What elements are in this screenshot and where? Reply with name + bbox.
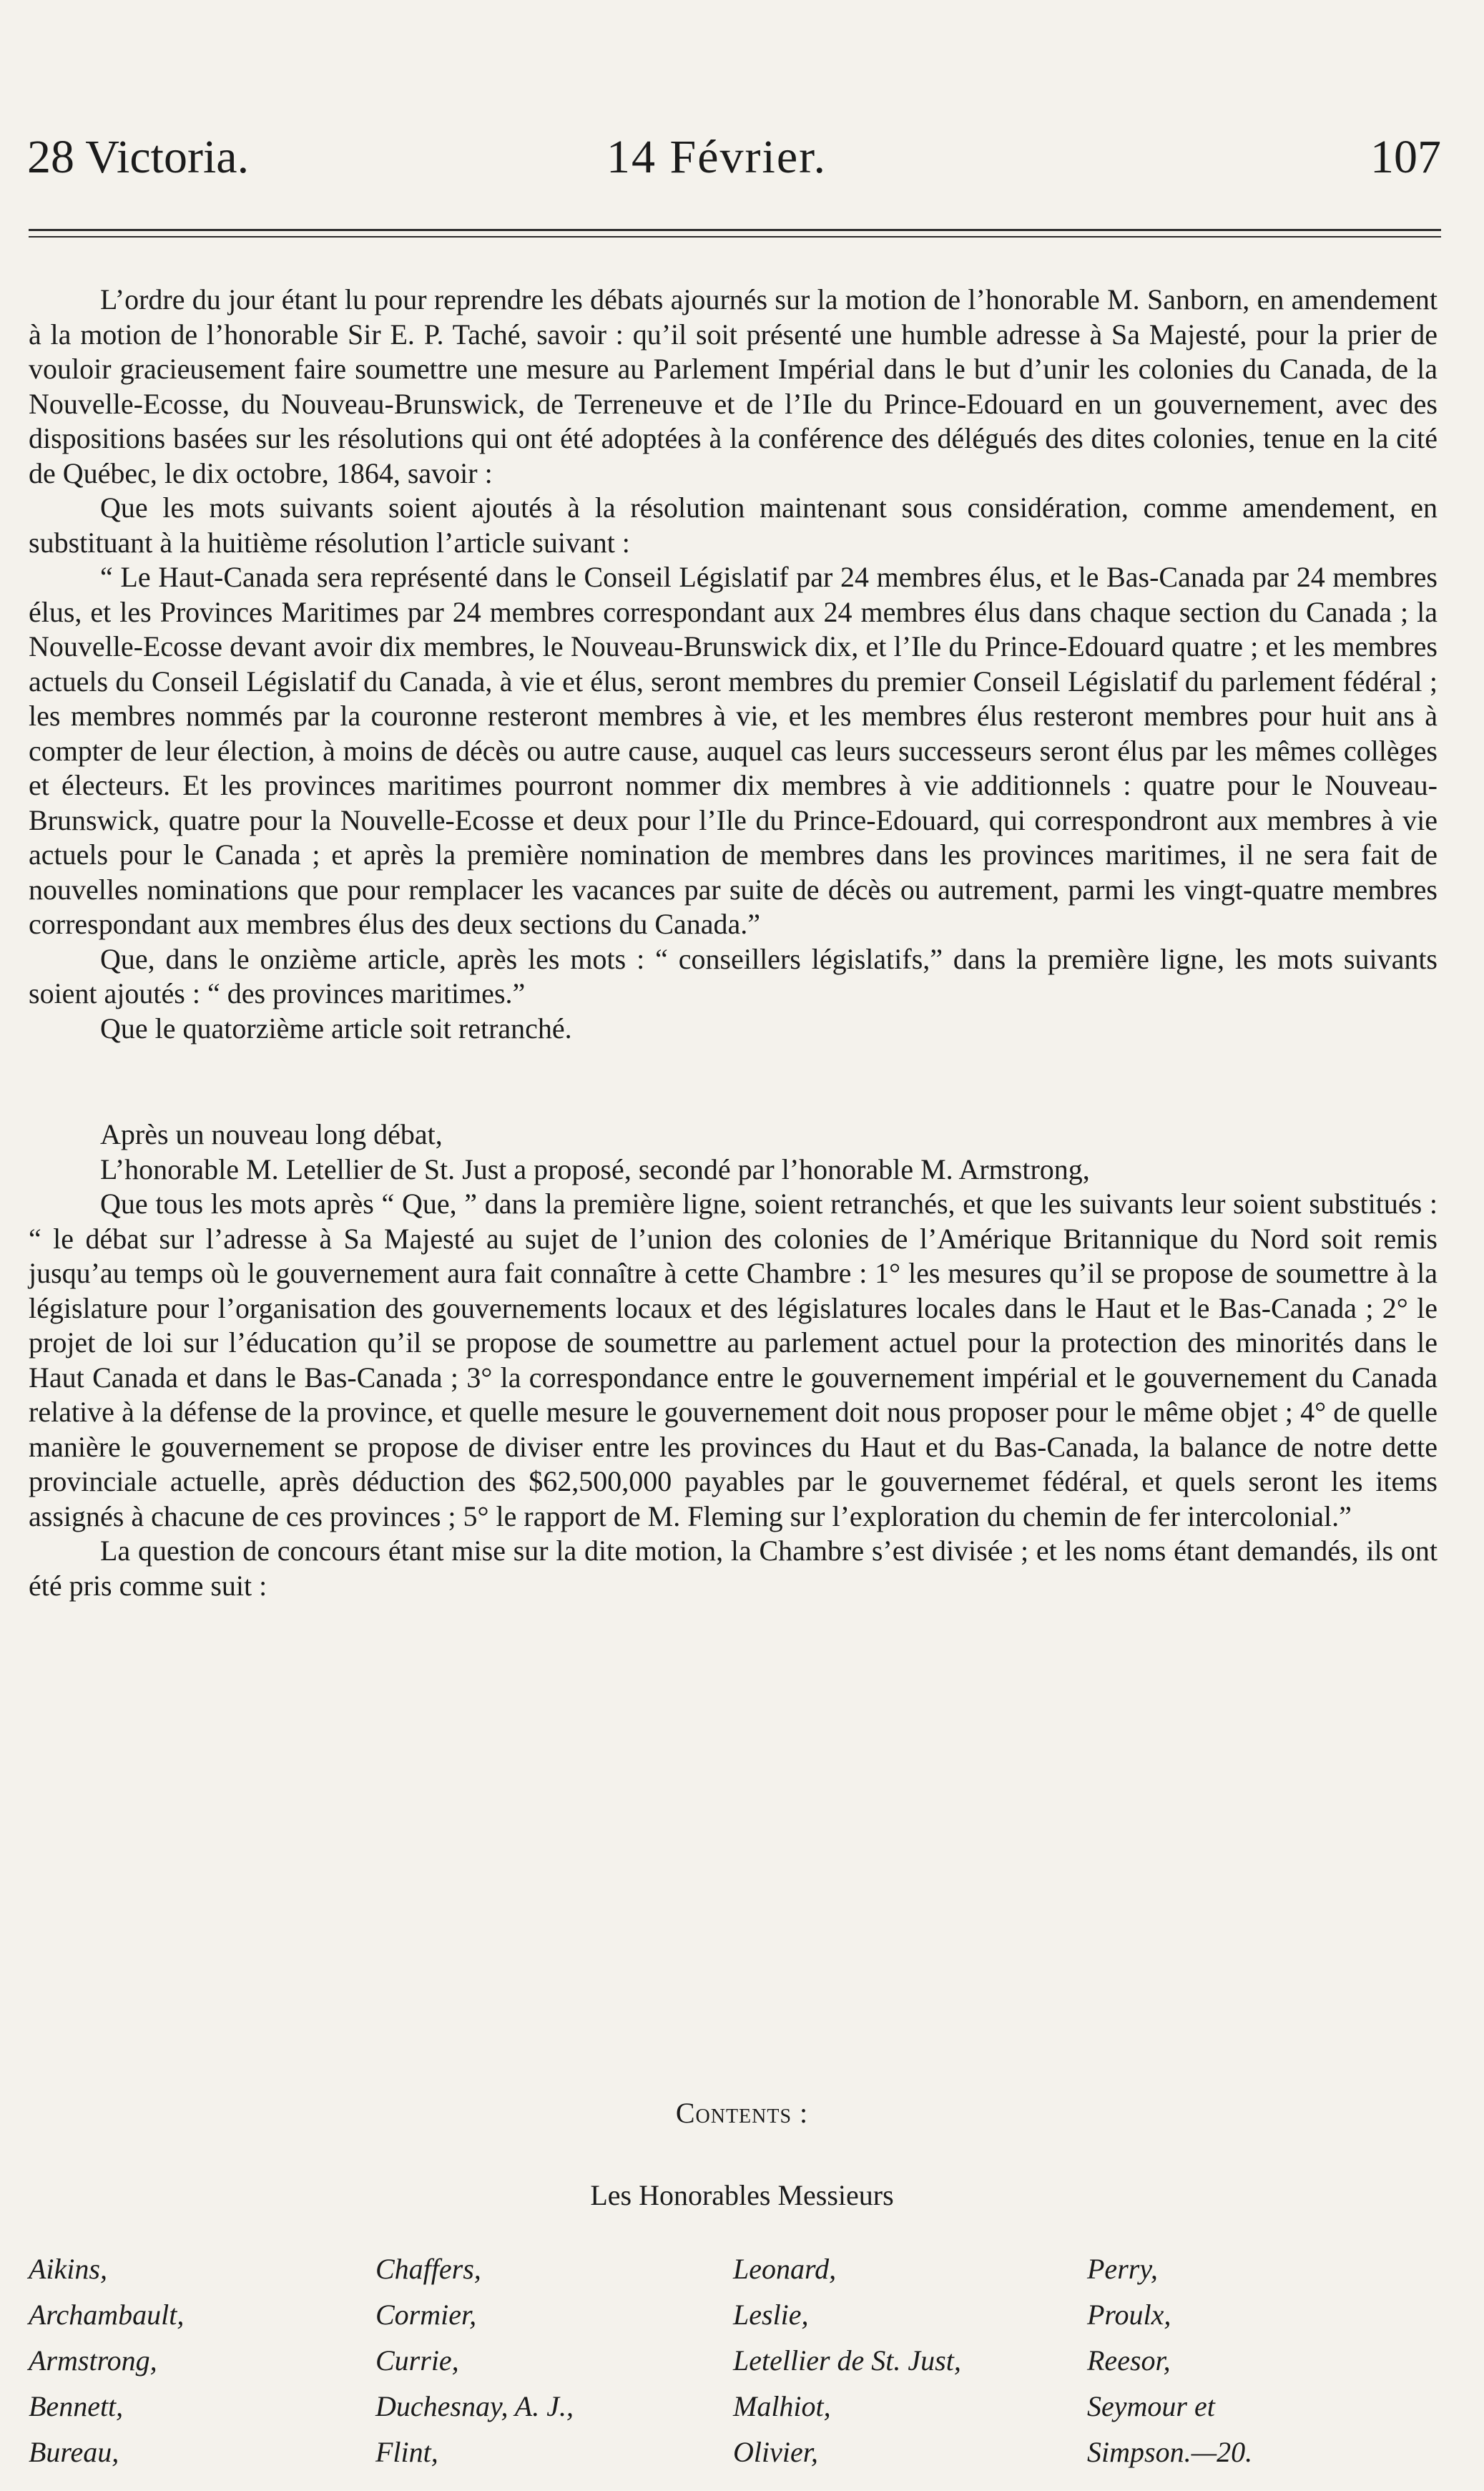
member-name: Aikins,	[29, 2253, 107, 2285]
member-name: Flint,	[375, 2436, 438, 2468]
member-name: Seymour et	[1087, 2390, 1215, 2422]
vote-names	[29, 2246, 1452, 2475]
member-name: Chaffers,	[375, 2253, 481, 2285]
paragraph-quoted-resolution: “ Le Haut-Canada sera représenté dans le Conseil Législatif par 24 membres élus, et le Bas-Canada par 24 membres élus, et les Provinces Maritimes par 24 membres correspondant aux 24 membres élus dans chaque section du Canada ; la Nouvelle-Ecosse devant avoir dix membres, le Nouveau-Brunswick dix, et l’Ile du Prince-Edouard quatre ; et les membres actuels du Conseil Législatif du Canada, à vie et élus, seront membres du premier Conseil Législatif du parlement fédéral ; les membres nommés par la couronne resteront membres à vie, et les membres élus resteront membres pour huit ans à compter de leur élection, à moins de décès ou autre cause, auquel cas leurs successeurs seront élus par les mêmes collèges et électeurs. Et les provinces maritimes pourront nommer dix membres à vie additionnels : quatre pour le Nouveau-Brunswick, quatre pour la Nouvelle-Ecosse et deux pour l’Ile du Prince-Edouard, qui correspondront aux membres à vie actuels pour le Canada ; et après la première nomination de membres dans les provinces maritimes, il ne sera fait de nouvelles nominations que pour remplacer les vacances par suite de décès ou autrement, parmi les vingt-quatre membres correspondant aux membres élus des deux sections du Canada.”	[29, 561, 1438, 940]
paragraph-new-debate: Après un nouveau long débat,	[100, 1118, 443, 1150]
member-name: Perry,	[1087, 2253, 1158, 2285]
journal-body	[29, 283, 1438, 1603]
paragraph-amendment: Que les mots suivants soient ajoutés à la résolution maintenant sous considération, comme amendement, en substituant à la huitième résolution l’article suivant :	[29, 491, 1438, 559]
paragraph-gap	[29, 1046, 1438, 1117]
member-name: Simpson.—20.	[1087, 2436, 1253, 2468]
vote-heading: Contents :	[675, 2097, 809, 2129]
names-column-1	[29, 2246, 184, 2475]
member-name: Bennett,	[29, 2390, 124, 2422]
member-name: Olivier,	[733, 2436, 818, 2468]
names-column-4	[1087, 2246, 1252, 2475]
member-name: Armstrong,	[29, 2344, 157, 2377]
page-header	[27, 129, 1441, 186]
header-rule-thin	[29, 236, 1441, 238]
paragraph-eleventh-article: Que, dans le onzième article, après les mots : “ conseillers législatifs,” dans la première ligne, les mots suivants soient ajoutés : “ des provinces maritimes.”	[29, 942, 1438, 1009]
paragraph-fourteenth-article: Que le quatorzième article soit retranché.	[100, 1012, 572, 1044]
member-name: Currie,	[375, 2344, 459, 2377]
paragraph-motion-text: Que tous les mots après “ Que, ” dans la première ligne, soient retranchés, et que les suivants leur soient substitués : “ le débat sur l’adresse à Sa Majesté au sujet de l’union des colonies de l’Amérique Britannique du Nord soit remis jusqu’au temps où le gouvernement aura fait connaître à cette Chambre : 1° les mesures qu’il se propose de soumettre à la législature pour l’organisation des gouvernements locaux et des législatures locales dans le Haut et le Bas-Canada ; 2° le projet de loi sur l’éducation qu’il se propose de soumettre au parlement actuel pour la protection des minorités dans le Haut Canada et dans le Bas-Canada ; 3° la correspondance entre le gouvernement impérial et le gouvernement du Canada relative à la défense de la province, et quelle mesure le gouvernement doit nous proposer pour le même objet ; 4° de quelle manière le gouvernement se propose de diviser entre les provinces du Haut et du Bas-Canada, la balance de notre dette provinciale actuelle, après déduction des $62,500,000 payables par le gouvernemet fédéral, et quels seront les items assignés à chacune de ces provinces ; 5° le rapport de M. Fleming sur l’exploration du chemin de fer intercolonial.”	[29, 1188, 1438, 1532]
member-name: Reesor,	[1087, 2344, 1171, 2377]
paragraph-order-of-day: L’ordre du jour étant lu pour reprendre les débats ajournés sur la motion de l’honorable M. Sanborn, en amendement à la motion de l’honorable Sir E. P. Taché, savoir : qu’il soit présenté une humble adresse à Sa Majesté, pour la prier de vouloir gracieusement faire soumettre une mesure au Parlement Impérial dans le but d’unir les colonies du Canada, de la Nouvelle-Ecosse, du Nouveau-Brunswick, de Terreneuve et de l’Ile du Prince-Edouard en un gouvernement, avec des dispositions basées sur les résolutions qui ont été adoptées à la conférence des délégués des dites colonies, tenue en la cité de Québec, le dix octobre, 1864, savoir :	[29, 283, 1438, 489]
member-name: Proulx,	[1087, 2299, 1171, 2331]
paragraph-proposal: L’honorable M. Letellier de St. Just a proposé, secondé par l’honorable M. Armstrong,	[100, 1152, 1090, 1185]
names-column-2	[375, 2246, 574, 2475]
member-name: Duchesnay, A. J.,	[375, 2390, 574, 2422]
member-name: Leonard,	[733, 2253, 837, 2285]
header-session: 28 Victoria.	[27, 131, 250, 183]
page-number: 107	[1370, 131, 1441, 183]
header-rule-thick	[29, 229, 1441, 231]
member-name: Letellier de St. Just,	[733, 2344, 961, 2377]
member-name: Bureau,	[29, 2436, 119, 2468]
header-date: 14 Février.	[606, 131, 827, 183]
vote-subheading: Les Honorables Messieurs	[590, 2179, 894, 2211]
member-name: Malhiot,	[733, 2390, 831, 2422]
member-name: Archambault,	[29, 2299, 185, 2331]
names-column-3	[733, 2246, 961, 2475]
member-name: Cormier,	[375, 2299, 477, 2331]
paragraph-division: La question de concours étant mise sur la dite motion, la Chambre s’est divisée ; et les noms étant demandés, ils ont été pris comme suit :	[29, 1535, 1438, 1602]
member-name: Leslie,	[733, 2299, 809, 2331]
